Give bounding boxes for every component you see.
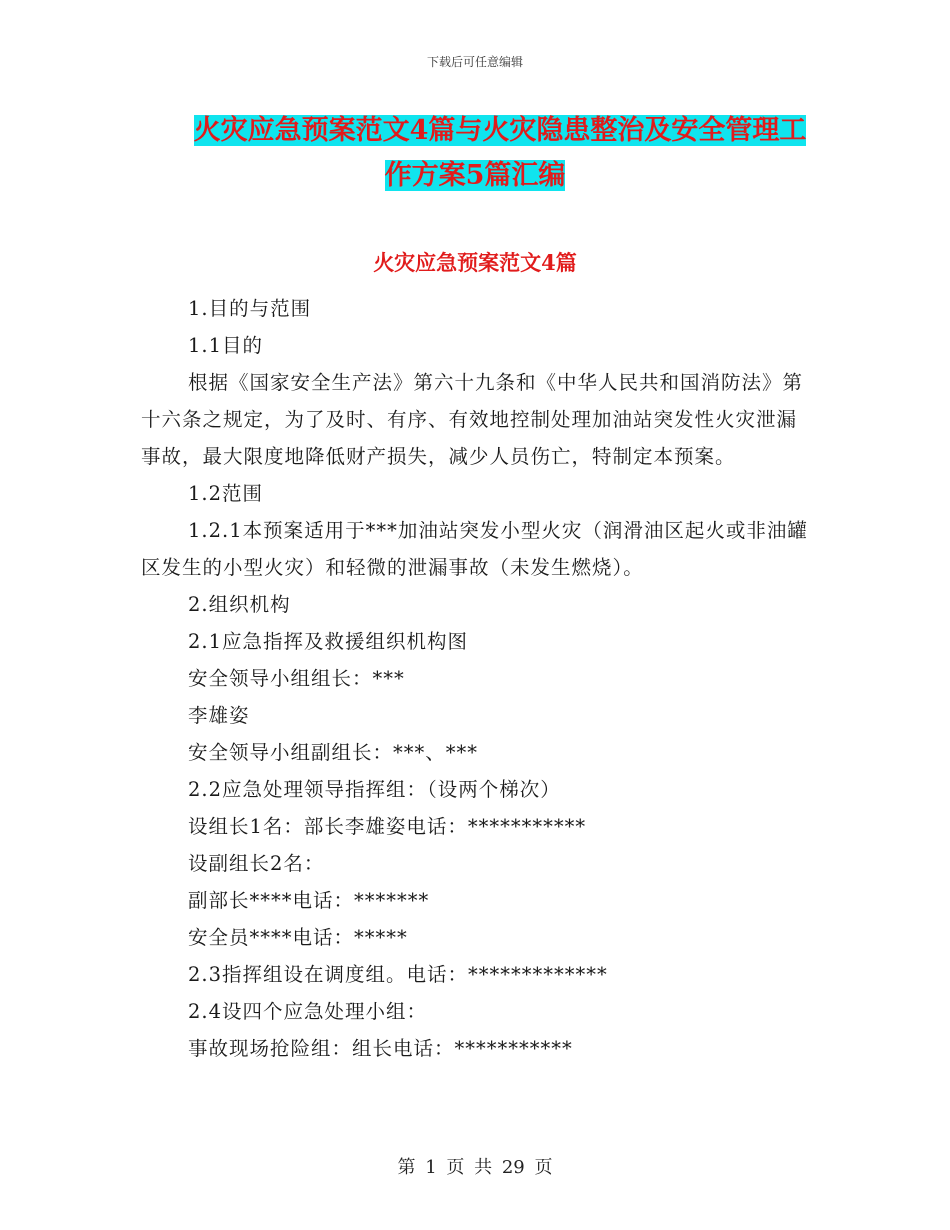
document-title-line-1: 火灾应急预案范文4篇与火灾隐患整治及安全管理工 (193, 115, 807, 146)
paragraph: 设副组长2名： (188, 852, 325, 875)
paragraph: 2.1应急指挥及救援组织机构图 (188, 630, 469, 653)
paragraph: 2.组织机构 (188, 593, 291, 616)
paragraph: 根据《国家安全生产法》第六十九条和《中华人民共和国消防法》第十六条之规定，为了及时、有序、有效地控制处理加油站突发性火灾泄漏事故，最大限度地降低财产损失，减少人员伤亡，特制定本预案。 (141, 371, 804, 468)
paragraph: 安全领导小组组长：*** (188, 667, 405, 690)
paragraph: 副部长****电话：******* (188, 889, 430, 912)
paragraph: 李雄姿 (188, 704, 250, 727)
paragraph: 设组长1名：部长李雄姿电话：*********** (188, 815, 587, 838)
paragraph: 1.2.1本预案适用于***加油站突发小型火灾（润滑油区起火或非油罐区发生的小型火灾）和轻微的泄漏事故（未发生燃烧）。 (141, 519, 808, 579)
page-footer: 第 1 页 共 29 页 (397, 1157, 553, 1178)
document-title-line-2: 作方案5篇汇编 (384, 160, 566, 191)
paragraph: 2.4设四个应急处理小组： (188, 1000, 428, 1023)
paragraph: 2.2应急处理领导指挥组：（设两个梯次） (188, 778, 561, 801)
document-title (0, 108, 950, 198)
header-note: 下载后可任意编辑 (426, 55, 523, 69)
paragraph: 事故现场抢险组：组长电话：*********** (188, 1037, 573, 1060)
paragraph: 1.2范围 (188, 482, 264, 505)
paragraph: 1.1目的 (188, 334, 264, 357)
paragraph: 安全员****电话：***** (188, 926, 408, 949)
paragraph: 1.目的与范围 (188, 297, 312, 320)
paragraph: 安全领导小组副组长：***、*** (188, 741, 479, 764)
paragraph: 2.3指挥组设在调度组。电话：************* (188, 963, 608, 986)
section-title: 火灾应急预案范文4篇 (373, 250, 577, 275)
document-body (141, 290, 811, 1067)
